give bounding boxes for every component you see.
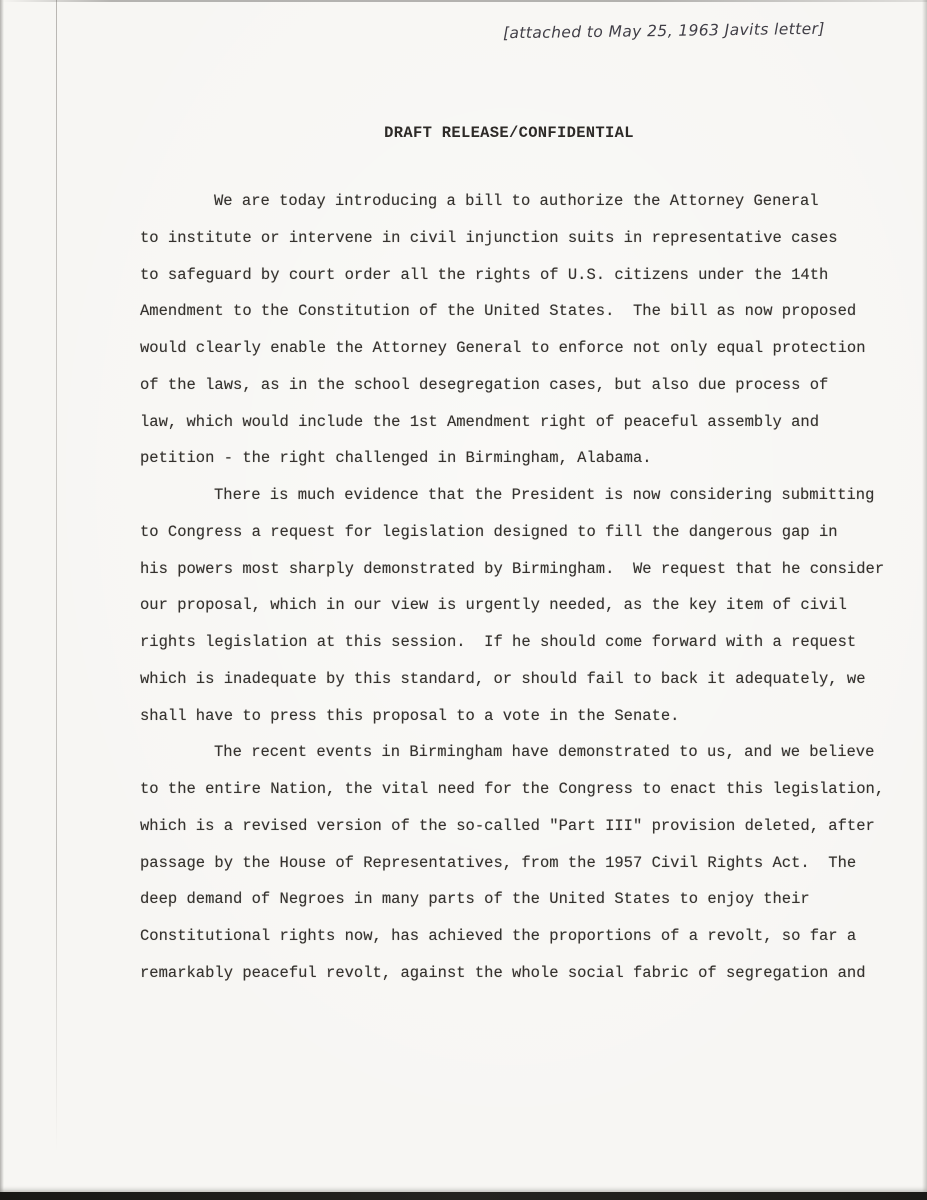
paragraph-2 bbox=[140, 477, 900, 734]
scan-edge-bottom bbox=[0, 1192, 927, 1200]
document-line: deep demand of Negroes in many parts of the United States to enjoy their bbox=[140, 890, 810, 909]
document-body bbox=[140, 183, 900, 992]
document-line: Amendment to the Constitution of the United States. The bill as now proposed bbox=[140, 302, 857, 321]
scan-edge-left bbox=[0, 0, 4, 1200]
document-line: remarkably peaceful revolt, against the whole social fabric of segregation and bbox=[140, 963, 866, 982]
document-line: to Congress a request for legislation designed to fill the dangerous gap in bbox=[140, 522, 838, 541]
handwritten-annotation: [attached to May 25, 1963 Javits letter] bbox=[502, 19, 825, 43]
document-line: petition - the right challenged in Birmingham, Alabama. bbox=[140, 449, 652, 468]
document-line: Constitutional rights now, has achieved the proportions of a revolt, so far a bbox=[140, 927, 857, 945]
paragraph-1 bbox=[140, 183, 900, 477]
document-line: We are today introducing a bill to authorize the Attorney General bbox=[214, 192, 819, 210]
document-line: which is a revised version of the so-called "Part III" provision deleted, after bbox=[140, 816, 875, 835]
document-line: shall have to press this proposal to a vote in the Senate. bbox=[140, 706, 680, 725]
document-line: of the laws, as in the school desegregation cases, but also due process of bbox=[140, 375, 829, 394]
document-line: law, which would include the 1st Amendment right of peaceful assembly and bbox=[140, 412, 820, 431]
document-line: The recent events in Birmingham have demonstrated to us, and we believe bbox=[214, 743, 875, 762]
document-line: to safeguard by court order all the rights of U.S. citizens under the 14th bbox=[140, 265, 829, 284]
document-line: There is much evidence that the President is now considering submitting bbox=[214, 486, 875, 504]
document-title: DRAFT RELEASE/CONFIDENTIAL bbox=[384, 124, 634, 142]
paper-fold-line bbox=[56, 0, 57, 1152]
paragraph-3 bbox=[140, 734, 900, 991]
document-line: to institute or intervene in civil injunction suits in representative cases bbox=[140, 228, 838, 247]
document-line: our proposal, which in our view is urgently needed, as the key item of civil bbox=[140, 596, 847, 615]
document-line: rights legislation at this session. If he should come forward with a request bbox=[140, 633, 857, 651]
document-line: would clearly enable the Attorney General to enforce not only equal protection bbox=[140, 339, 866, 357]
document-line: which is inadequate by this standard, or should fail to back it adequately, we bbox=[140, 669, 866, 688]
document-line: to the entire Nation, the vital need for the Congress to enact this legislation, bbox=[140, 780, 885, 798]
scan-edge-right bbox=[922, 0, 927, 1200]
scan-edge-top bbox=[0, 0, 927, 2]
document-line: passage by the House of Representatives, from the 1957 Civil Rights Act. The bbox=[140, 853, 857, 872]
document-line: his powers most sharply demonstrated by Birmingham. We request that he consider bbox=[140, 559, 885, 578]
